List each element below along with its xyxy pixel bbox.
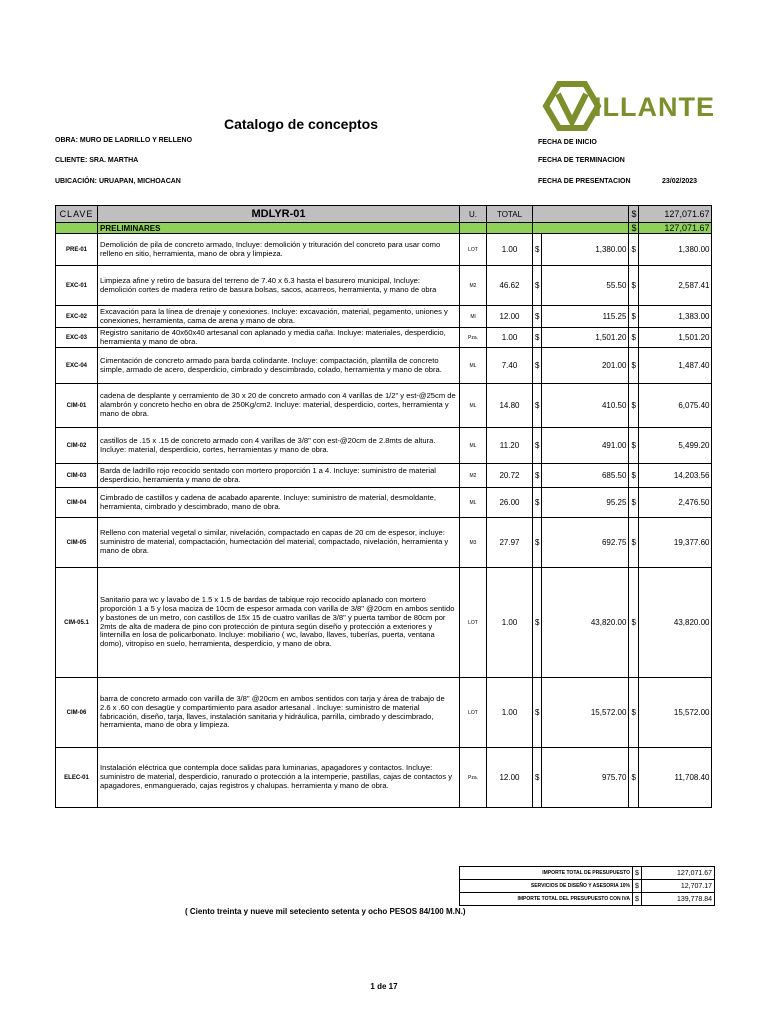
header-total: TOTAL xyxy=(487,206,533,223)
table-row xyxy=(56,748,712,808)
table-row xyxy=(56,384,712,428)
fecha-inicio-label: FECHA DE INICIO xyxy=(538,139,597,146)
row-total: 11,708.40 xyxy=(639,748,712,808)
row-quantity: 26.00 xyxy=(487,488,533,518)
row-unit: ML xyxy=(460,428,487,464)
row-total: 5,499.20 xyxy=(639,428,712,464)
row-description: Sanitario para wc y lavabo de 1.5 x 1.5 de bardas de tabique rojo recocido aplanado con mortero proporción 1 a 5 y losa maciza de 10cm de espesor armada con varilla de 3/8" @20cm en ambos sentido y bastones de un metro, con castillos de 15x 15 de cuatro varillas de 3/8" y puerta tambor de 80cm por 2mts de alta de madera de pino con protección de pintura según diseño y protección a exteriores y linternilla en losa de policarbonato. Incluye: mobiliario ( wc, lavabo, llaves, tuberías, puerta, ventana domo), vitropiso en suelo, herramienta, desperdicio, y mano de obra. xyxy=(98,568,460,678)
table-row xyxy=(56,568,712,678)
row-code: CIM-02 xyxy=(56,428,98,464)
row-description: cadena de desplante y cerramiento de 30 x 20 de concreto armado con 4 varillas de 1/2" y est-@25cm de alambrón y concreto hecho en obra de 250Kg/cm2. Incluye: material, desperdicio, cortes, herramienta y mano de obra. xyxy=(98,384,460,428)
section-amount: 127,071.67 xyxy=(639,223,712,234)
row-description: Relleno con material vegetal o similar, nivelación, compactado en capas de 20 cm de espesor, incluye: suministro de material, compactación, humectación del material, compactado, nivelación, herramienta y mano de obra. xyxy=(98,518,460,568)
totals-currency: $ xyxy=(633,867,642,880)
row-total-currency: $ xyxy=(629,306,639,328)
row-code: EXC-02 xyxy=(56,306,98,328)
table-row xyxy=(56,518,712,568)
header-amount: 127,071.67 xyxy=(639,206,712,223)
row-total-currency: $ xyxy=(629,488,639,518)
row-total-currency: $ xyxy=(629,568,639,678)
row-price-currency: $ xyxy=(533,428,542,464)
row-total: 43,820.00 xyxy=(639,568,712,678)
row-description: castillos de .15 x .15 de concreto armado con 4 varillas de 3/8" con est-@20cm de 2.8mts de altura. Incluye: material, desperdicio, cortes, herramientas y mano de obra. xyxy=(98,428,460,464)
row-quantity: 46.62 xyxy=(487,266,533,306)
row-unit: ML xyxy=(460,348,487,384)
table-row xyxy=(56,328,712,348)
row-code: CIM-05 xyxy=(56,518,98,568)
row-unit-price: 55.50 xyxy=(542,266,629,306)
header-unit: U. xyxy=(460,206,487,223)
row-price-currency: $ xyxy=(533,464,542,488)
section-row xyxy=(56,223,712,234)
row-total-currency: $ xyxy=(629,384,639,428)
row-total: 19,377.60 xyxy=(639,518,712,568)
row-unit-price: 15,572.00 xyxy=(542,678,629,748)
row-quantity: 14.80 xyxy=(487,384,533,428)
row-price-currency: $ xyxy=(533,748,542,808)
row-unit-price: 1,380.00 xyxy=(542,234,629,266)
row-total: 1,380.00 xyxy=(639,234,712,266)
logo-wordmark: ILLANTE xyxy=(594,92,715,122)
row-code: CIM-06 xyxy=(56,678,98,748)
row-quantity: 11.20 xyxy=(487,428,533,464)
row-unit: M3 xyxy=(460,518,487,568)
row-unit-price: 491.00 xyxy=(542,428,629,464)
row-total-currency: $ xyxy=(629,348,639,384)
row-price-currency: $ xyxy=(533,348,542,384)
header-clave: CLAVE xyxy=(56,206,98,223)
fecha-presentacion-value: 23/02/2023 xyxy=(662,178,698,185)
row-total: 6,075.40 xyxy=(639,384,712,428)
obra-label: OBRA: MURO DE LADRILLO Y RELLENO xyxy=(55,137,193,144)
section-blank xyxy=(460,223,487,234)
row-unit-price: 43,820.00 xyxy=(542,568,629,678)
row-total-currency: $ xyxy=(629,428,639,464)
row-description: Limpieza afine y retiro de basura del terreno de 7.40 x 6.3 hasta el basurero municipal, Incluye: demolición cortes de madera retiro de basura bolsas, sacos, acarreos, herramienta, y mano de obra xyxy=(98,266,460,306)
table-row xyxy=(56,348,712,384)
section-blank xyxy=(56,223,98,234)
row-unit-price: 410.50 xyxy=(542,384,629,428)
row-unit: ML xyxy=(460,488,487,518)
row-total: 1,383.00 xyxy=(639,306,712,328)
header-currency: $ xyxy=(629,206,639,223)
row-code: CIM-01 xyxy=(56,384,98,428)
table-row xyxy=(56,266,712,306)
totals-row xyxy=(460,880,715,893)
row-code: EXC-04 xyxy=(56,348,98,384)
row-description: Barda de ladrillo rojo recocido sentado con mortero proporción 1 a 4. Incluye: suministro de material desperdicio, herramienta y mano de obra. xyxy=(98,464,460,488)
row-price-currency: $ xyxy=(533,328,542,348)
section-blank xyxy=(487,223,533,234)
row-unit: LOT xyxy=(460,568,487,678)
row-description: Excavación para la línea de drenaje y conexiones. Incluye: excavación, material, pegamento, uniones y conexiones, herramienta, cama de arena y mano de obra. xyxy=(98,306,460,328)
row-total-currency: $ xyxy=(629,266,639,306)
page-number: 1 de 17 xyxy=(370,982,398,991)
fecha-terminacion-label: FECHA DE TERMINACION xyxy=(538,157,625,164)
row-unit-price: 115.25 xyxy=(542,306,629,328)
table-row xyxy=(56,306,712,328)
row-unit: LOT xyxy=(460,678,487,748)
row-total-currency: $ xyxy=(629,518,639,568)
row-unit: M2 xyxy=(460,464,487,488)
row-quantity: 1.00 xyxy=(487,568,533,678)
row-unit: Pza. xyxy=(460,748,487,808)
row-price-currency: $ xyxy=(533,488,542,518)
row-code: EXC-03 xyxy=(56,328,98,348)
row-quantity: 7.40 xyxy=(487,348,533,384)
cliente-label: CLIENTE: SRA. MARTHA xyxy=(55,157,139,164)
totals-label: IMPORTE TOTAL DE PRESUPUESTO xyxy=(460,867,633,880)
table-row xyxy=(56,428,712,464)
page-title: Catalogo de conceptos xyxy=(224,116,379,132)
table-row xyxy=(56,234,712,266)
row-unit: Pza. xyxy=(460,328,487,348)
row-total: 1,487.40 xyxy=(639,348,712,384)
concepts-table xyxy=(55,205,712,808)
row-unit: Ml xyxy=(460,306,487,328)
row-price-currency: $ xyxy=(533,306,542,328)
row-unit-price: 1,501.20 xyxy=(542,328,629,348)
fecha-presentacion-label: FECHA DE PRESENTACION xyxy=(538,178,631,185)
row-code: ELEC-01 xyxy=(56,748,98,808)
row-total: 2,587.41 xyxy=(639,266,712,306)
row-unit: ML xyxy=(460,384,487,428)
table-row xyxy=(56,488,712,518)
row-total-currency: $ xyxy=(629,234,639,266)
row-unit-price: 692.75 xyxy=(542,518,629,568)
row-code: CIM-04 xyxy=(56,488,98,518)
row-total: 14,203.56 xyxy=(639,464,712,488)
section-blank xyxy=(533,223,629,234)
header-blank xyxy=(533,206,629,223)
row-code: EXC-01 xyxy=(56,266,98,306)
row-price-currency: $ xyxy=(533,678,542,748)
row-quantity: 12.00 xyxy=(487,306,533,328)
row-total-currency: $ xyxy=(629,678,639,748)
company-logo xyxy=(542,78,715,136)
section-name: PRELIMINARES xyxy=(98,223,460,234)
row-description: Cimbrado de castillos y cadena de acabado aparente. Incluye: suministro de material, desmoldante, herramienta, cimbrado y descimbrado, mano de obra. xyxy=(98,488,460,518)
header-code: MDLYR-01 xyxy=(98,206,460,223)
row-description: Registro sanitario de 40x60x40 artesanal con aplanado y media caña. Incluye: materiales, desperdicio, herramienta y mano de obra. xyxy=(98,328,460,348)
row-price-currency: $ xyxy=(533,266,542,306)
row-quantity: 1.00 xyxy=(487,328,533,348)
row-total: 15,572.00 xyxy=(639,678,712,748)
row-unit-price: 95.25 xyxy=(542,488,629,518)
totals-label: IMPORTE TOTAL DEL PRESUPUESTO CON IVA xyxy=(460,893,633,906)
row-code: PRE-01 xyxy=(56,234,98,266)
row-total: 1,501.20 xyxy=(639,328,712,348)
row-unit: LOT xyxy=(460,234,487,266)
row-total: 2,476.50 xyxy=(639,488,712,518)
row-price-currency: $ xyxy=(533,384,542,428)
totals-value: 127,071.67 xyxy=(642,867,715,880)
row-quantity: 1.00 xyxy=(487,678,533,748)
table-row xyxy=(56,464,712,488)
row-description: Demolición de pila de concreto armado, Incluye: demolición y trituración del concreto para usar como relleno en sitio, herramienta, mano de obra y limpieza. xyxy=(98,234,460,266)
row-price-currency: $ xyxy=(533,568,542,678)
row-price-currency: $ xyxy=(533,234,542,266)
row-quantity: 20.72 xyxy=(487,464,533,488)
amount-in-words: ( Ciento treinta y nueve mil seteciento setenta y ocho PESOS 84/100 M.N.) xyxy=(185,907,466,916)
totals-value: 12,707.17 xyxy=(642,880,715,893)
section-currency: $ xyxy=(629,223,639,234)
row-description: barra de concreto armado con varilla de 3/8" @20cm en ambos sentidos con tarja y área de trabajo de 2.6 x .60 con desagüe y compartimiento para asador artesanal . Incluye: suministro de material fabricación, diseño, tarja, llaves, instalación sanitaria y hidráulica, parrilla, cimbrado y descimbrado, herramienta, mano de obra y limpieza. xyxy=(98,678,460,748)
logo-mark-icon xyxy=(542,78,602,136)
totals-currency: $ xyxy=(633,893,642,906)
row-quantity: 12.00 xyxy=(487,748,533,808)
table-row xyxy=(56,678,712,748)
row-unit-price: 201.00 xyxy=(542,348,629,384)
totals-row xyxy=(460,893,715,906)
totals-currency: $ xyxy=(633,880,642,893)
row-description: Instalación eléctrica que contempla doce salidas para luminarias, apagadores y contactos. Incluye: suministro de material, desperdicio, ranurado o protección a la intemperie, pastillas, cajas de contactos y apagadores, enmanguerado, cajas registros y chalupas. herramienta y mano de obra. xyxy=(98,748,460,808)
row-description: Cimentación de concreto armado para barda colindante. Incluye: compactación, plantilla de concreto simple, armado de acero, desperdicio, cimbrado y descimbrado, colado, herramienta y mano de obra. xyxy=(98,348,460,384)
totals-table xyxy=(459,866,715,906)
totals-value: 139,778.84 xyxy=(642,893,715,906)
row-unit: M2 xyxy=(460,266,487,306)
row-total-currency: $ xyxy=(629,328,639,348)
row-total-currency: $ xyxy=(629,464,639,488)
row-total-currency: $ xyxy=(629,748,639,808)
ubicacion-label: UBICACIÓN: URUAPAN, MICHOACAN xyxy=(55,178,181,185)
totals-label: SERVICIOS DE DISEÑO Y ASESORIA 10% xyxy=(460,880,633,893)
row-code: CIM-05.1 xyxy=(56,568,98,678)
row-quantity: 27.97 xyxy=(487,518,533,568)
row-unit-price: 975.70 xyxy=(542,748,629,808)
row-quantity: 1.00 xyxy=(487,234,533,266)
table-header-row xyxy=(56,206,712,223)
totals-row xyxy=(460,867,715,880)
row-price-currency: $ xyxy=(533,518,542,568)
row-unit-price: 685.50 xyxy=(542,464,629,488)
row-code: CIM-03 xyxy=(56,464,98,488)
